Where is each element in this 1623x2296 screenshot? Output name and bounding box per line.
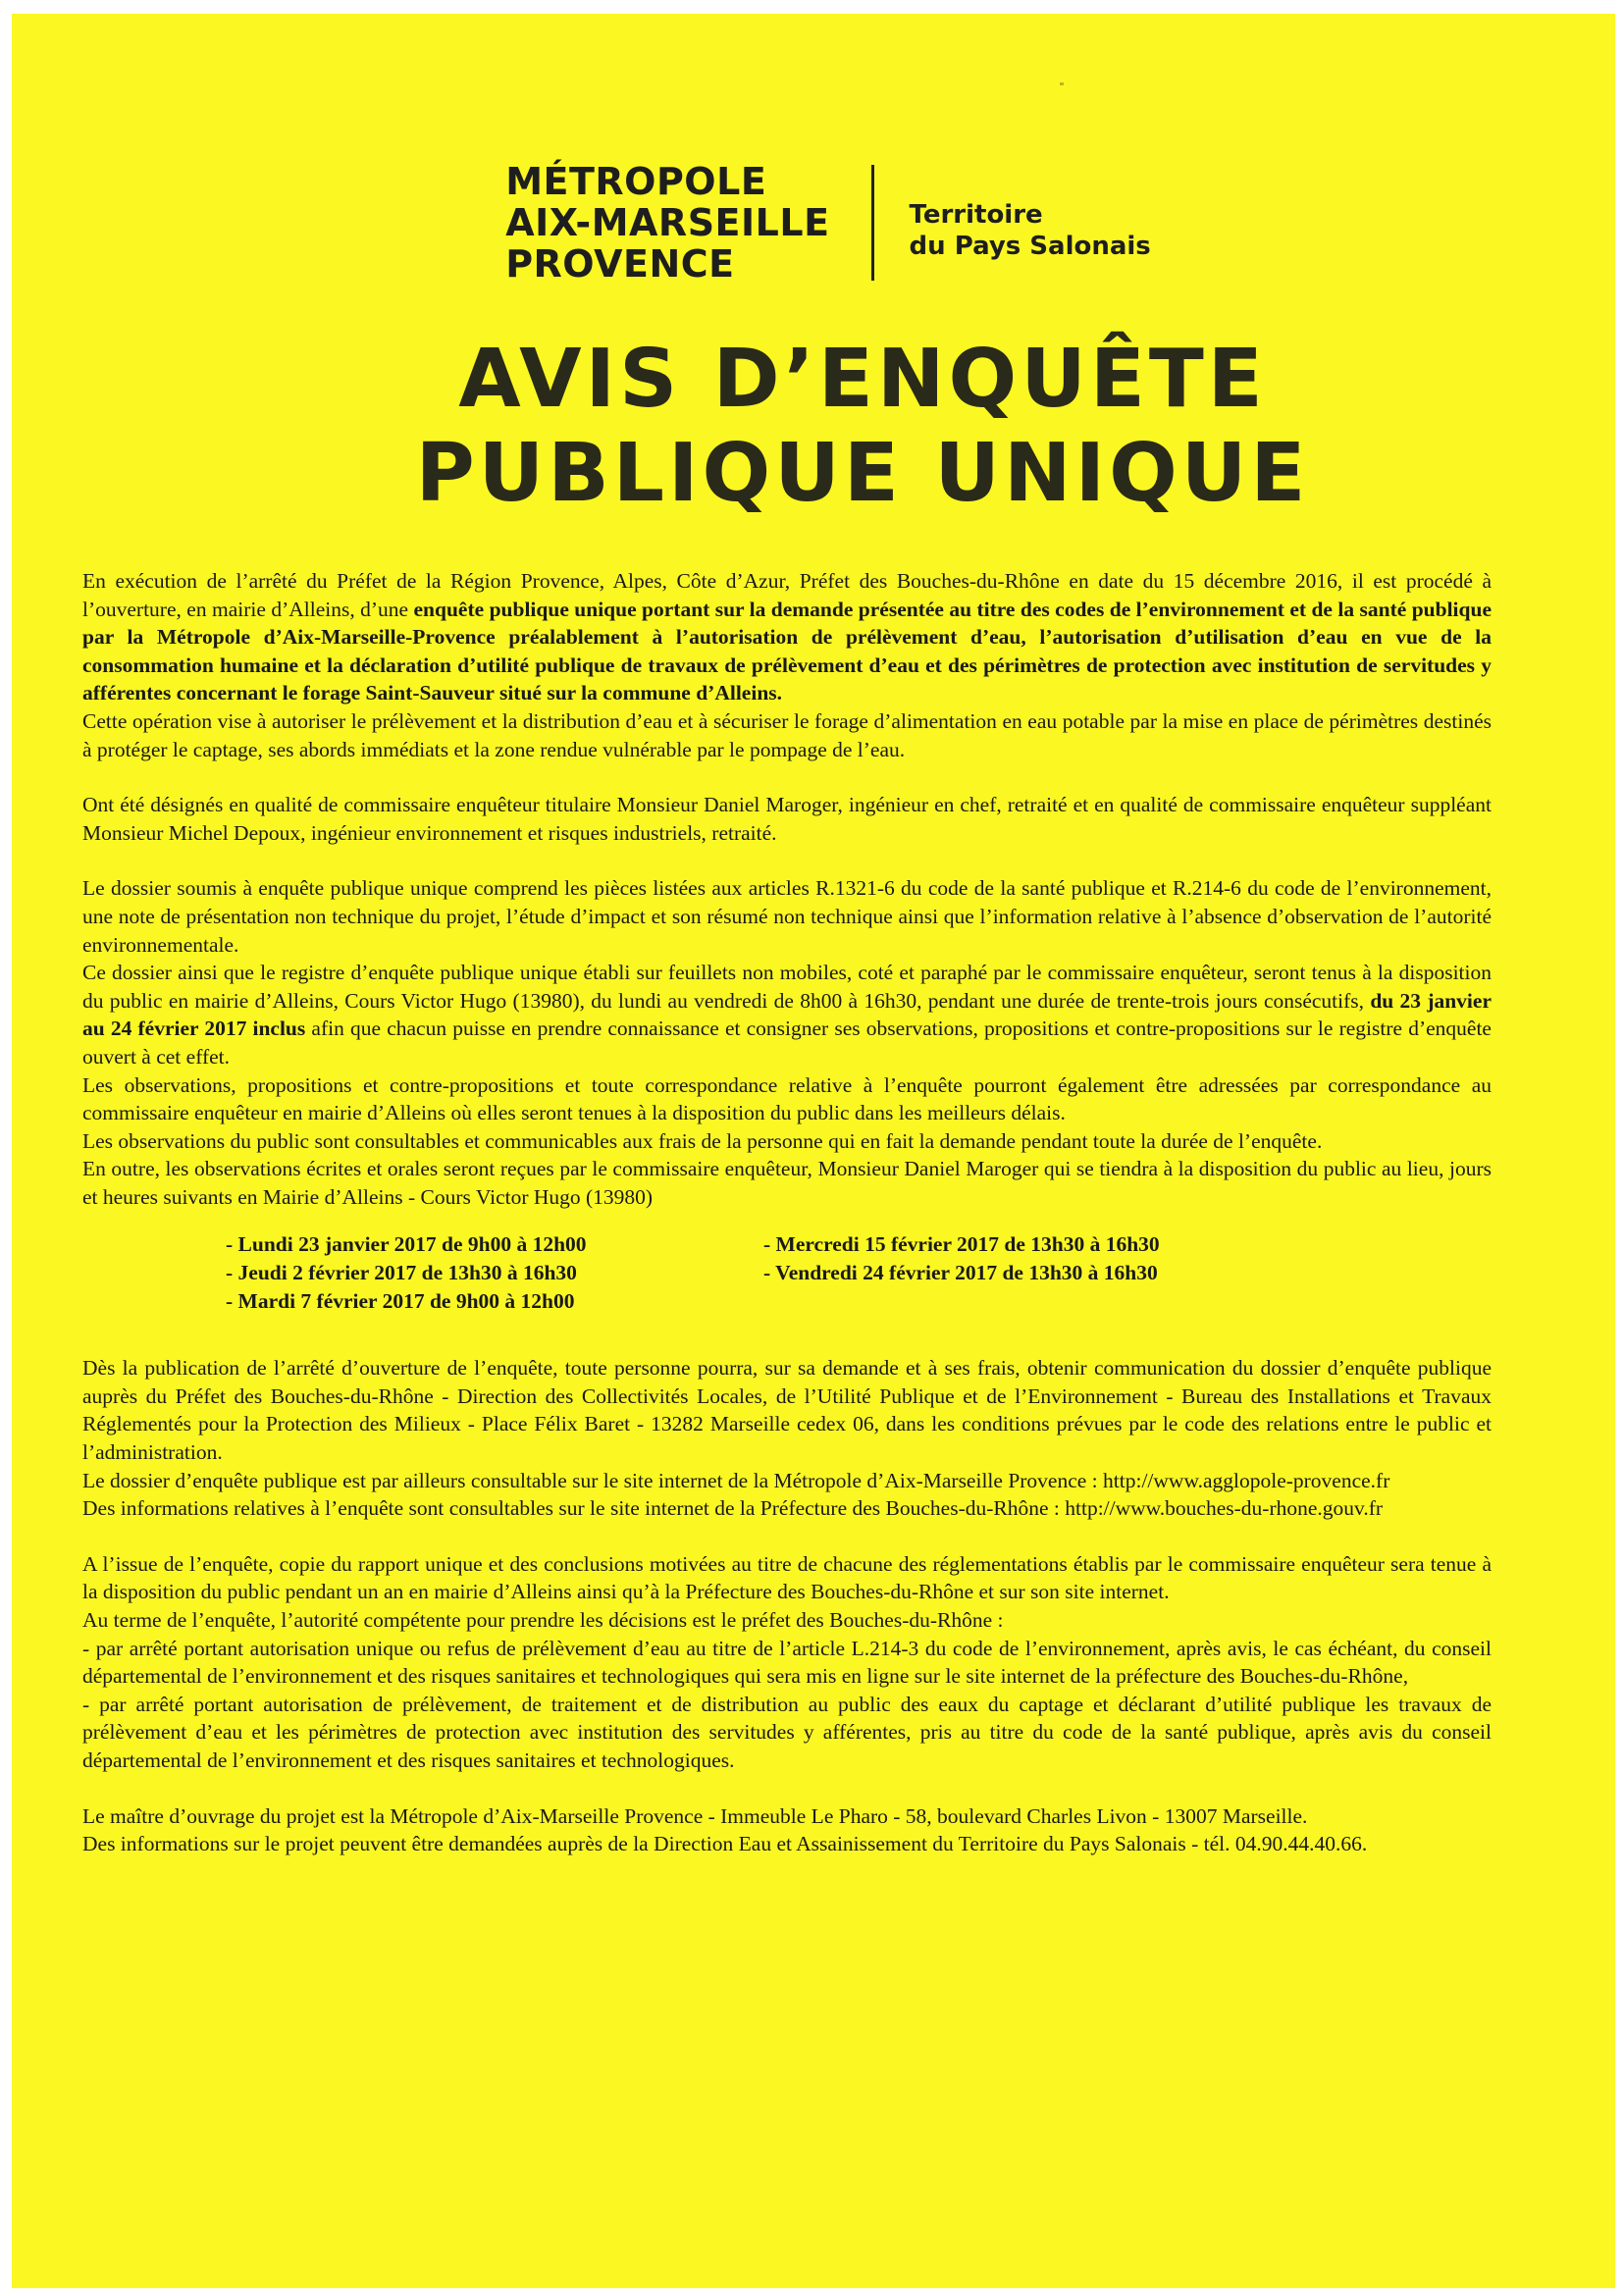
metropole-logo-text <box>505 161 829 285</box>
header-divider <box>871 165 874 281</box>
paragraph-dossier: Le dossier soumis à enquête publique unique comprend les pièces listées aux articles R.1321-6 du code de la santé publique et R.214-6 du code de l’environnement, une note de présentation non technique du projet, l’étude d’impact et son résumé non technique ainsi que l’information relative à l’absence d’observation de l’autorité environnementale. <box>82 876 1492 957</box>
org-line: MÉTROPOLE <box>505 160 767 203</box>
title-line: AVIS D’ENQUÊTE <box>458 333 1267 426</box>
paragraph-owner: Le maître d’ouvrage du projet est la Métropole d’Aix-Marseille Provence - Immeuble Le Pharo - 58, boulevard Charles Livon - 13007 Marseille. <box>82 1803 1308 1828</box>
paragraph-metropole-site: Le dossier d’enquête publique est par ailleurs consultable sur le site internet de la Métropole d’Aix-Marseille Provence : http://www.agglopole-provence.fr <box>82 1468 1390 1492</box>
org-line: AIX-MARSEILLE <box>505 201 830 244</box>
territory-label <box>910 199 1151 262</box>
title-line: PUBLIQUE UNIQUE <box>415 427 1310 520</box>
schedule-item: - Vendredi 24 février 2017 de 13h30 à 16h30 <box>763 1261 1158 1285</box>
schedule-column-right <box>763 1230 1160 1315</box>
decree-intro: En exécution de l’arrêté du Préfet de la Région Provence, Alpes, Côte d’Azur, Préfet des Bouches-du-Rhône en date du 15 décembre 2016, il est procédé à l’ouverture, en mairie d’Alleins, d’une <box>82 569 1492 621</box>
schedule-item: - Lundi 23 janvier 2017 de 9h00 à 12h00 <box>226 1232 587 1257</box>
header <box>12 161 1615 285</box>
territory-line: du Pays Salonais <box>909 232 1151 261</box>
schedule-column-left <box>226 1230 763 1315</box>
paragraph-authority: Au terme de l’enquête, l’autorité compétente pour prendre les décisions est le préfet des Bouches-du-Rhône : <box>82 1608 1004 1632</box>
consultation-dates: du 23 janvier au 24 février 2017 inclus <box>82 988 1492 1041</box>
paragraph-communication: Dès la publication de l’arrêté d’ouverture de l’enquête, toute personne pourra, sur sa demande et à ses frais, obtenir communication du dossier d’enquête publique auprès du Préfet des Bouches-du-Rhône - Direction des Collectivités Locales, de l’Utilité Publique et de l’Environnement - Bureau des Installations et Travaux Réglementés pour la Protection des Milieux - Place Félix Baret - 13282 Marseille cedex 06, dans les conditions prévues par le code des relations entre le public et l’administration. <box>82 1356 1492 1465</box>
paragraph-contact: Des informations sur le projet peuvent être demandées auprès de la Direction Eau et Assainissement du Territoire du Pays Salonais - tél. 04.90.44.40.66. <box>82 1832 1368 1856</box>
schedule-item: - Mardi 7 février 2017 de 9h00 à 12h00 <box>226 1288 575 1313</box>
paragraph-prefecture-site: Des informations relatives à l’enquête sont consultables sur le site internet de la Préfecture des Bouches-du-Rhône : http://www.bouches-du-rhone.gouv.fr <box>82 1496 1384 1521</box>
paragraph-consultation <box>82 959 1492 1070</box>
decree-subject: enquête publique unique portant sur la demande présentée au titre des codes de l’environnement et de la santé publique par la Métropole d’Aix-Marseille-Provence préalablement à l’autorisation de prélèvement d’eau, l’autorisation d’utilisation d’eau en vue de la consommation humaine et la déclaration d’utilité publique de travaux de prélèvement d’eau et des périmètres de protection avec institution de servitudes y afférentes concernant le forage Saint-Sauveur situé sur la commune d’Alleins. <box>82 597 1492 705</box>
paragraph-report: A l’issue de l’enquête, copie du rapport unique et des conclusions motivées au titre de chacune des réglementations établis par le commissaire enquêteur sera tenue à la disposition du public pendant un an en mairie d’Alleins ainsi qu’à la Préfecture des Bouches-du-Rhône et sur son site internet. <box>82 1551 1492 1604</box>
scan-speck <box>1060 82 1064 85</box>
territory-line: Territoire <box>909 200 1043 230</box>
paragraph-observations: Les observations du public sont consultables et communicables aux frais de la personne qui en fait la demande pendant toute la durée de l’enquête. <box>82 1128 1323 1153</box>
paragraph-correspondence: Les observations, propositions et contre-propositions et toute correspondance relative à l’enquête pourront également être adressées par correspondance au commissaire enquêteur en mairie d’Alleins où elles seront tenues à la disposition du public dans les meilleurs délais. <box>82 1072 1492 1125</box>
paragraph-decision-1: - par arrêté portant autorisation unique ou refus de prélèvement d’eau au titre de l’article L.214-3 du code de l’environnement, après avis, le cas échéant, du conseil départemental de l’environnement et des risques sanitaires et technologiques qui sera mis en ligne sur le site internet de la préfecture des Bouches-du-Rhône, <box>82 1636 1492 1689</box>
consultation-a: Ce dossier ainsi que le registre d’enquête publique unique établi sur feuillets non mobiles, coté et paraphé par le commissaire enquêteur, seront tenus à la disposition du public en mairie d’Alleins, Cours Victor Hugo (13980), du lundi au vendredi de 8h00 à 16h30, pendant une durée de trente-trois jours consécutifs, <box>82 961 1492 1013</box>
schedule <box>226 1230 1492 1315</box>
paragraph-operation: Cette opération vise à autoriser le prélèvement et la distribution d’eau et à sécuriser le forage d’alimentation en eau potable par la mise en place de périmètres destinés à protéger le captage, ses abords immédiats et la zone rendue vulnérable par le pompage de l’eau. <box>82 708 1492 761</box>
schedule-item: - Jeudi 2 février 2017 de 13h30 à 16h30 <box>226 1261 577 1285</box>
consultation-b: afin que chacun puisse en prendre connaissance et consigner ses observations, propositions et contre-propositions sur le registre d’enquête ouvert à cet effet. <box>82 1017 1492 1069</box>
notice-body <box>82 567 1492 1858</box>
paragraph-permanences: En outre, les observations écrites et orales seront reçues par le commissaire enquêteur, Monsieur Daniel Maroger qui se tiendra à la disposition du public au lieu, jours et heures suivants en Mairie d’Alleins - Cours Victor Hugo (13980) <box>82 1157 1492 1209</box>
org-line: PROVENCE <box>505 242 735 286</box>
notice-sheet <box>12 14 1615 2288</box>
paragraph-decree <box>82 567 1492 707</box>
schedule-item: - Mercredi 15 février 2017 de 13h30 à 16h30 <box>763 1232 1160 1257</box>
paragraph-commissioners: Ont été désignés en qualité de commissaire enquêteur titulaire Monsieur Daniel Maroger, ingénieur en chef, retraité et en qualité de commissaire enquêteur suppléant Monsieur Michel Depoux, ingénieur environnement et risques industriels, retraité. <box>82 793 1492 845</box>
paragraph-decision-2: - par arrêté portant autorisation de prélèvement, de traitement et de distribution au public des eaux du captage et déclarant d’utilité publique les travaux de prélèvement d’eau et les périmètres de protection avec institution des servitudes y afférentes, pris au titre du code de la santé publique, après avis du conseil départemental de l’environnement et des risques sanitaires et technologiques. <box>82 1692 1492 1772</box>
page-title <box>12 333 1615 521</box>
